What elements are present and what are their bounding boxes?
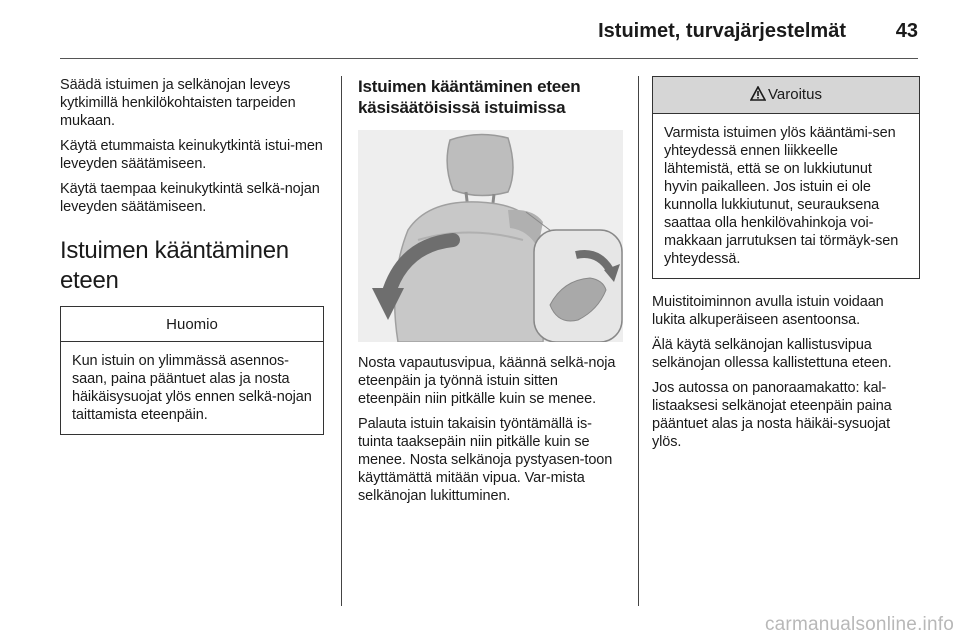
subsection-heading: Istuimen kääntäminen eteen käsisäätöisissä istuimissa — [358, 77, 581, 117]
column-divider — [638, 76, 639, 606]
column-left — [60, 76, 324, 435]
paragraph: Käytä etummaista keinukytkintä istui-men leveyden säätämiseen. — [60, 138, 323, 172]
column-right — [652, 76, 920, 458]
paragraph: Käytä taempaa keinukytkintä selkä-nojan leveyden säätämiseen. — [60, 181, 320, 215]
paragraph: Palauta istuin takaisin työntämällä is-tuinta taaksepäin niin pitkälle kuin se menee. Nosta selkänoja pystyasen-toon käyttämättä mitään vipua. Var-mista selkänojan lukittuminen. — [358, 416, 613, 504]
paragraph: Muistitoiminnon avulla istuin voidaan lukita alkuperäiseen asentoonsa. — [652, 294, 884, 328]
page-header — [60, 14, 918, 59]
seat-folding-diagram — [358, 130, 623, 342]
notice-title: Huomio — [61, 307, 323, 342]
chapter-title: Istuimet, turvajärjestelmät — [598, 20, 846, 42]
column-divider — [341, 76, 342, 606]
column-middle — [358, 76, 623, 512]
seat-illustration — [358, 130, 623, 342]
notice-box — [60, 306, 324, 435]
paragraph: Säädä istuimen ja selkänojan leveys kytkimillä henkilökohtaisten tarpeiden mukaan. — [60, 77, 296, 129]
paragraph: Jos autossa on panoraamakatto: kal-listaaksesi selkänojat eteenpäin paina pääntuet alas ja nosta häikäi-sysuojat ylös. — [652, 380, 892, 450]
page-number: 43 — [895, 20, 918, 42]
warning-box — [652, 76, 920, 279]
paragraph: Älä käytä selkänojan kallistusvipua selkänojan ollessa kallistettuna eteen. — [652, 337, 892, 371]
paragraph: Nosta vapautusvipua, käännä selkä-noja eteenpäin ja työnnä istuin sitten eteenpäin niin pitkälle kuin se menee. — [358, 355, 616, 407]
notice-text: Kun istuin on ylimmässä asennos-saan, paina pääntuet alas ja nosta häikäisysuojat ylös ennen selkä-nojan taittamista eteenpäin. — [72, 353, 312, 423]
warning-text: Varmista istuimen ylös kääntämi-sen yhteydessä ennen liikkeelle lähtemistä, että se on lukkiutunut hyvin paikalleen. Jos istuin ei ole kunnolla lukkiutunut, seurauksena saattaa olla henkilövahinkoja voi-makkaan jarrutuksen tai törmäyk-sen yhteydessä. — [664, 125, 899, 267]
warning-triangle-icon — [750, 86, 766, 105]
watermark: carmanualsonline.info — [764, 614, 954, 635]
section-heading: Istuimen kääntäminen eteen — [60, 237, 289, 294]
warning-header — [653, 77, 919, 114]
warning-title: Varoitus — [768, 86, 822, 103]
